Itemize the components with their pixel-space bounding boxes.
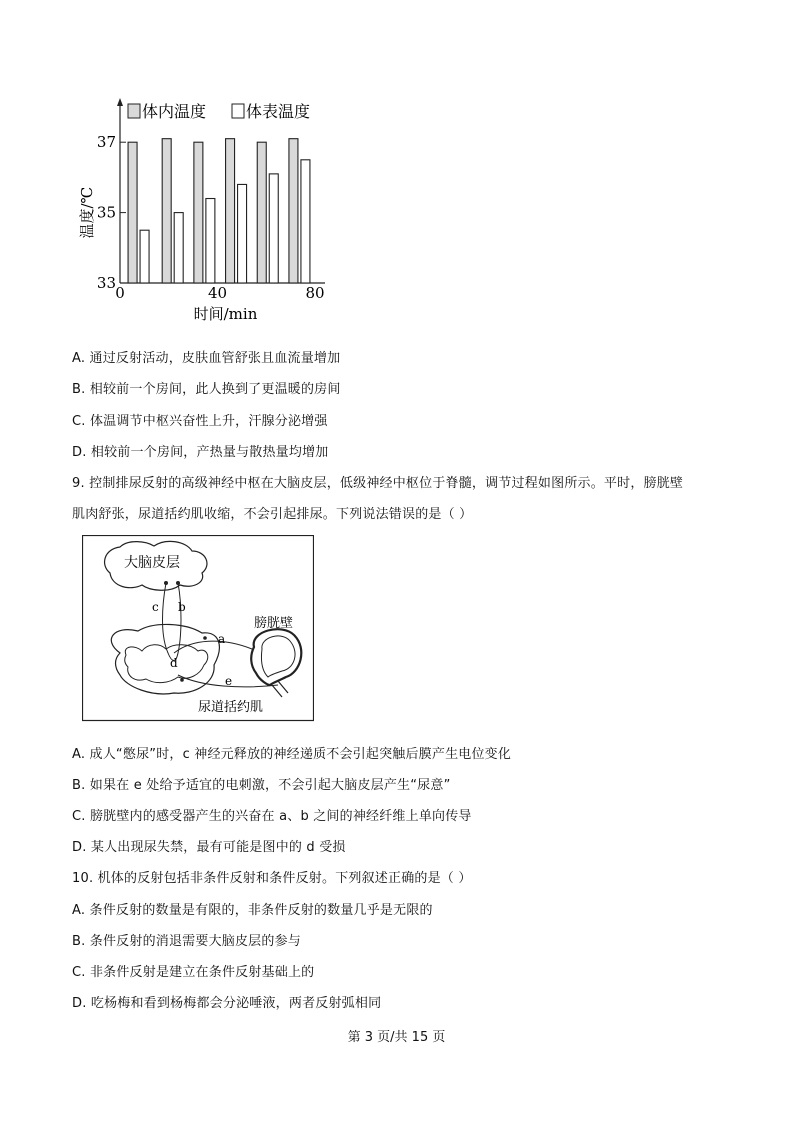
bar-core-temperature	[162, 139, 171, 283]
q9-option-c: C. 膀胱壁内的感受器产生的兴奋在 a、b 之间的神经纤维上单向传导	[72, 809, 472, 824]
q8-option-b: B. 相较前一个房间，此人换到了更温暖的房间	[72, 382, 341, 397]
q10-option-c: C. 非条件反射是建立在条件反射基础上的	[72, 965, 315, 980]
x-tick-label: 40	[207, 284, 228, 302]
legend-swatch	[128, 104, 140, 118]
q10-option-a: A. 条件反射的数量是有限的，非条件反射的数量几乎是无限的	[72, 903, 433, 918]
q8-option-a: A. 通过反射活动，皮肤血管舒张且血流量增加	[72, 351, 341, 366]
bar-core-temperature	[289, 139, 298, 283]
bar-surface-temperature	[206, 199, 215, 283]
micturition-reflex-diagram	[82, 535, 314, 722]
q9-option-a: A. 成人“憋尿”时，c 神经元释放的神经递质不会引起突触后膜产生电位变化	[72, 747, 512, 762]
y-tick-label: 37	[96, 133, 116, 152]
q10-option-b: B. 条件反射的消退需要大脑皮层的参与	[72, 934, 301, 949]
y-tick-label: 33	[96, 274, 116, 292]
page-footer: 第 3 页/共 15 页	[347, 1030, 446, 1045]
bar-core-temperature	[257, 142, 266, 283]
q9-option-b: B. 如果在 e 处给予适宜的电刺激，不会引起大脑皮层产生“尿意”	[72, 778, 451, 793]
synapse-dot	[176, 581, 180, 585]
legend-label: 体表温度	[246, 102, 311, 121]
synapse-dot	[164, 581, 168, 585]
legend-swatch	[232, 104, 244, 118]
sphincter-label: 尿道括约肌	[198, 700, 264, 715]
bar-core-temperature	[226, 139, 235, 283]
bar-core-temperature	[128, 142, 137, 283]
y-axis-arrow	[117, 98, 123, 106]
bar-surface-temperature	[238, 184, 247, 283]
legend-label: 体内温度	[142, 102, 207, 121]
letter-e: e	[225, 674, 233, 688]
bar-surface-temperature	[301, 160, 310, 283]
bar-surface-temperature	[140, 230, 149, 283]
x-axis-label: 时间/min	[193, 305, 258, 323]
fiber-point	[180, 678, 184, 682]
q8-option-c: C. 体温调节中枢兴奋性上升，汗腺分泌增强	[72, 414, 328, 429]
letter-b: b	[178, 600, 186, 614]
chart-bars	[128, 139, 310, 283]
letter-a: a	[218, 632, 226, 646]
q9-option-d: D. 某人出现尿失禁，最有可能是图中的 d 受损	[72, 840, 346, 855]
y-tick-label: 35	[96, 203, 116, 222]
temperature-bar-chart	[60, 95, 360, 335]
q10-option-d: D. 吃杨梅和看到杨梅都会分泌唾液，两者反射弧相同	[72, 996, 382, 1011]
q9-stem-line2: 肌肉舒张，尿道括约肌收缩，不会引起排尿。下列说法错误的是（ ）	[72, 507, 473, 522]
q8-option-d: D. 相较前一个房间，产热量与散热量均增加	[72, 445, 329, 460]
q9-stem-line1: 9. 控制排尿反射的高级神经中枢在大脑皮层，低级神经中枢位于脊髓，调节过程如图所示。平时，膀胱壁	[72, 476, 684, 491]
brain-label: 大脑皮层	[124, 555, 180, 571]
chart-legend	[128, 102, 310, 121]
bar-surface-temperature	[269, 174, 278, 283]
letter-c: c	[152, 600, 159, 614]
x-tick-label: 0	[115, 284, 125, 302]
bar-surface-temperature	[174, 213, 183, 283]
bar-core-temperature	[194, 142, 203, 283]
fiber-point	[203, 636, 207, 640]
x-tick-label: 80	[305, 284, 325, 302]
q10-stem: 10. 机体的反射包括非条件反射和条件反射。下列叙述正确的是（ ）	[72, 871, 472, 886]
y-axis-label: 温度/℃	[78, 186, 96, 239]
bladder-label: 膀胱壁	[254, 616, 294, 631]
letter-d: d	[170, 656, 178, 670]
